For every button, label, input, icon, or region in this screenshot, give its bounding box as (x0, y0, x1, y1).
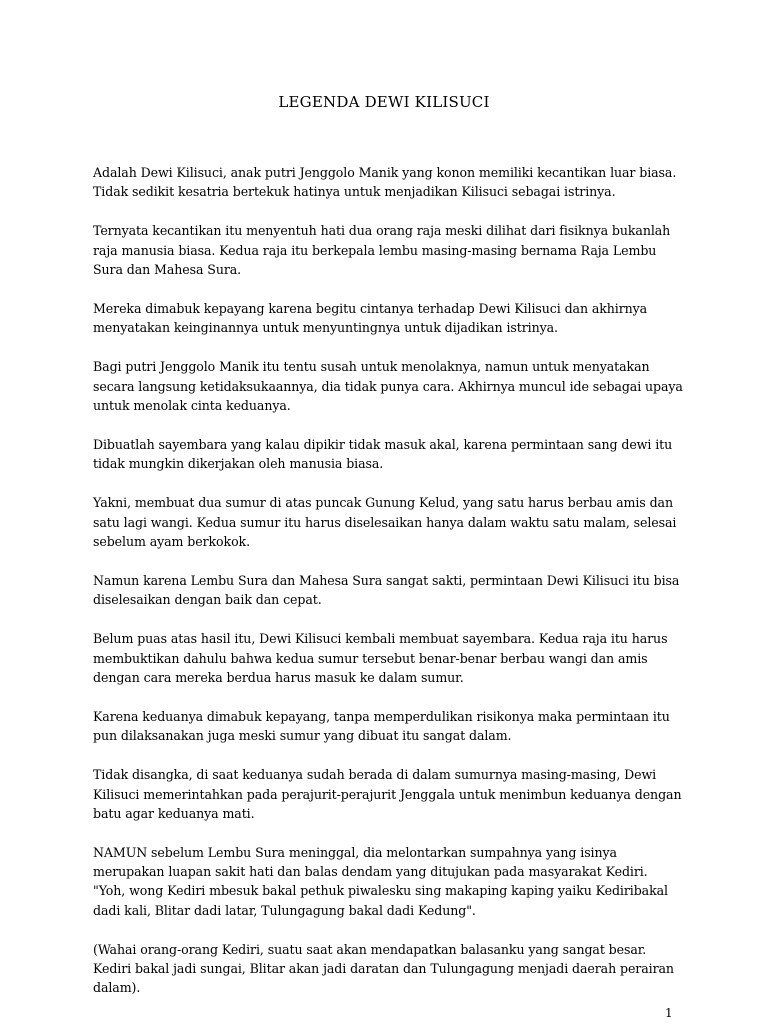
paragraph-11: NAMUN sebelum Lembu Sura meninggal, dia melontarkan sumpahnya yang isinya merupakan luapan sakit hati dan balas dendam yang ditujukan pada masyarakat Kediri. "Yoh, wong Kediri mbesuk bakal pethuk piwalesku sing makaping kaping yaiku Kediribakal dadi kali, Blitar dadi latar, Tulungagung bakal dadi Kedung". (93, 845, 668, 918)
paragraph-5: Dibuatlah sayembara yang kalau dipikir tidak masuk akal, karena permintaan sang dewi itu tidak mungkin dikerjakan oleh manusia biasa. (93, 437, 673, 472)
page-number: 1 (665, 1006, 673, 1020)
paragraph-3: Mereka dimabuk kepayang karena begitu cintanya terhadap Dewi Kilisuci dan akhirnya menyatakan keinginannya untuk menyuntingnya untuk dijadikan istrinya. (93, 301, 648, 336)
paragraph-12: (Wahai orang-orang Kediri, suatu saat akan mendapatkan balasanku yang sangat besar. Kediri bakal jadi sungai, Blitar akan jadi daratan dan Tulungagung menjadi daerah perairan dalam). (93, 941, 674, 996)
paragraph-8: Belum puas atas hasil itu, Dewi Kilisuci kembali membuat sayembara. Kedua raja itu harus membuktikan dahulu bahwa kedua sumur tersebut benar-benar berbau wangi dan amis dengan cara mereka berdua harus masuk ke dalam sumur. (93, 631, 668, 685)
document-title: LEGENDA DEWI KILISUCI (278, 93, 490, 111)
paragraph-9: Karena keduanya dimabuk kepayang, tanpa memperdulikan risikonya maka permintaan itu pun dilaksanakan juga meski sumur yang dibuat itu sangat dalam. (93, 709, 670, 744)
paragraph-10: Tidak disangka, di saat keduanya sudah berada di dalam sumurnya masing-masing, Dewi Kilisuci memerintahkan pada perajurit-perajurit Jenggala untuk menimbun keduanya dengan batu agar keduanya mati. (93, 767, 682, 821)
document-body (93, 163, 683, 1018)
paragraph-2: Ternyata kecantikan itu menyentuh hati dua orang raja meski dilihat dari fisiknya bukanlah raja manusia biasa. Kedua raja itu berkepala lembu masing-masing bernama Raja Lembu Sura dan Mahesa Sura. (93, 223, 671, 277)
paragraph-1: Adalah Dewi Kilisuci, anak putri Jenggolo Manik yang konon memiliki kecantikan luar biasa. Tidak sedikit kesatria bertekuk hatinya untuk menjadikan Kilisuci sebagai istrinya. (93, 165, 677, 200)
paragraph-7: Namun karena Lembu Sura dan Mahesa Sura sangat sakti, permintaan Dewi Kilisuci itu bisa diselesaikan dengan baik dan cepat. (93, 573, 680, 608)
paragraph-6: Yakni, membuat dua sumur di atas puncak Gunung Kelud, yang satu harus berbau amis dan satu lagi wangi. Kedua sumur itu harus diselesaikan hanya dalam waktu satu malam, selesai sebelum ayam berkokok. (93, 495, 677, 549)
paragraph-4: Bagi putri Jenggolo Manik itu tentu susah untuk menolaknya, namun untuk menyatakan secara langsung ketidaksukaannya, dia tidak punya cara. Akhirnya muncul ide sebagai upaya untuk menolak cinta keduanya. (93, 359, 683, 413)
